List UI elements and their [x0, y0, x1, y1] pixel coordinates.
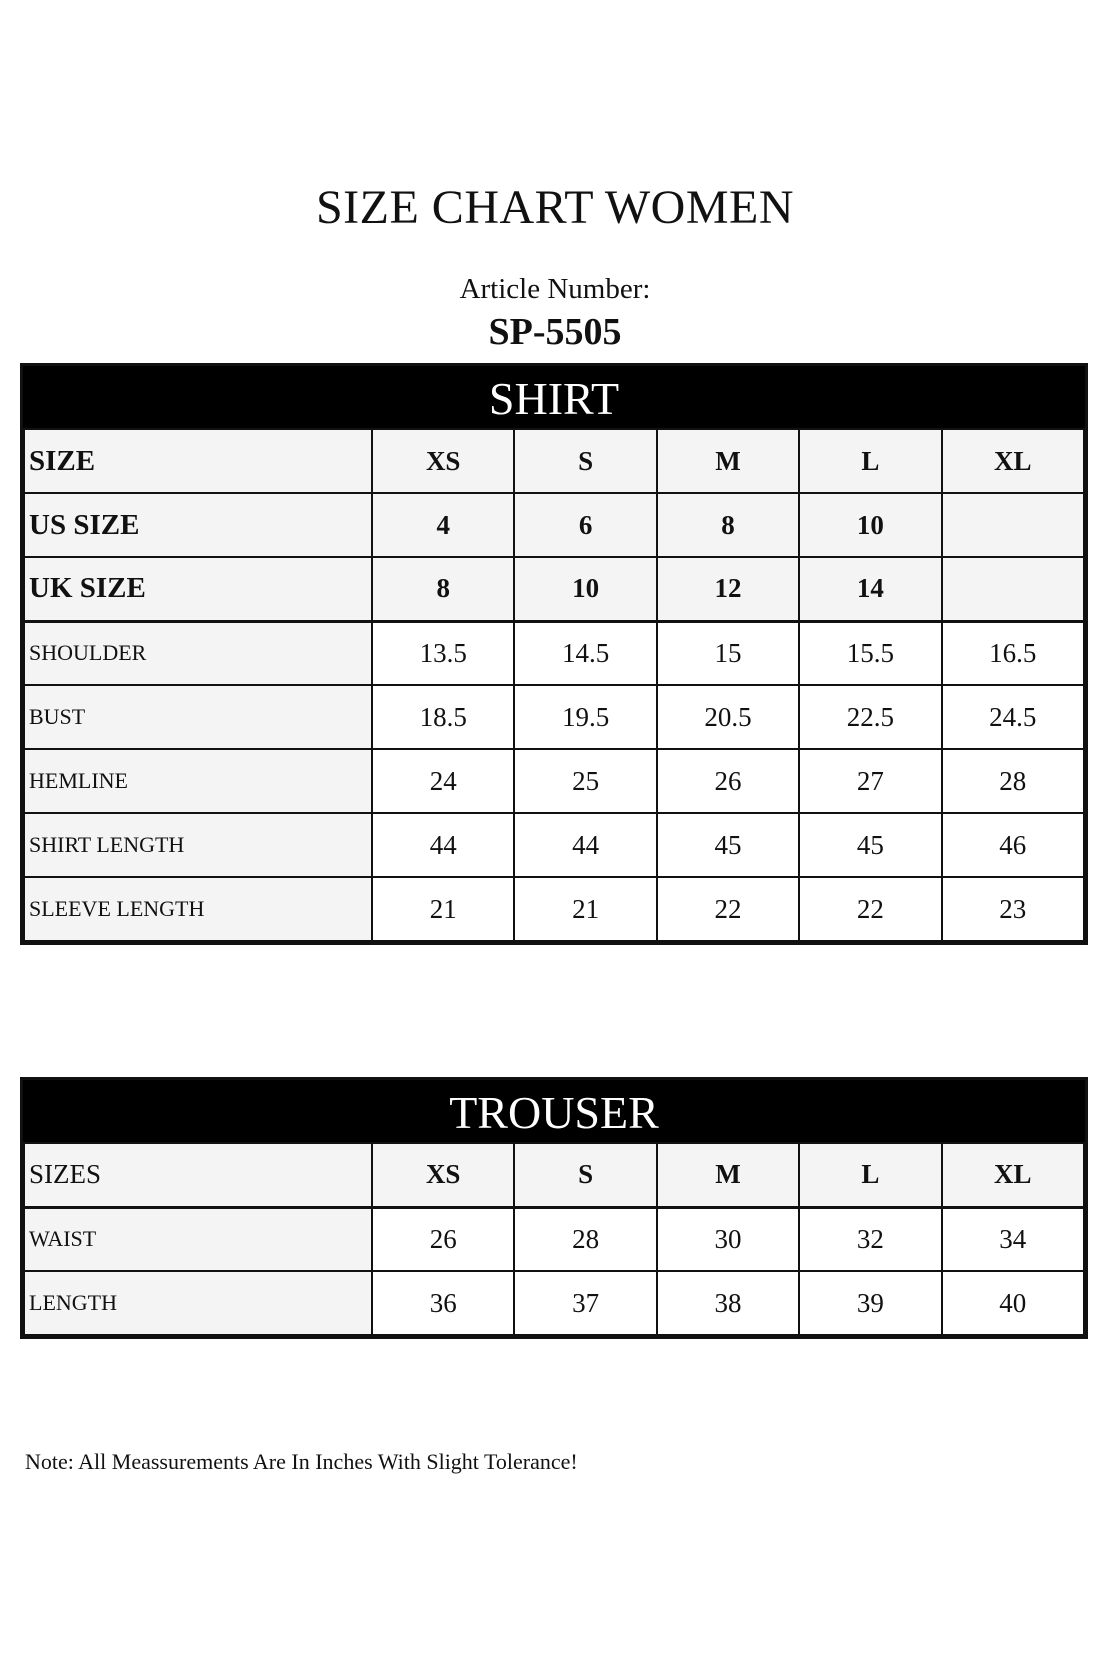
table-cell: 26 [657, 749, 799, 813]
column-header: SIZES [24, 1143, 372, 1207]
table-cell: 45 [799, 813, 941, 877]
column-header: S [514, 429, 656, 493]
table-cell: 37 [514, 1271, 656, 1335]
table-row [24, 557, 1084, 621]
table-cell: 25 [514, 749, 656, 813]
table-row [24, 685, 1084, 749]
table-row [24, 749, 1084, 813]
table-cell: 6 [514, 493, 656, 557]
table-cell: 14 [799, 557, 941, 621]
table-cell: 22 [657, 877, 799, 941]
table-cell: 32 [799, 1207, 941, 1271]
table-cell: 23 [942, 877, 1084, 941]
table-cell: 19.5 [514, 685, 656, 749]
table-cell [942, 493, 1084, 557]
table-row [24, 1207, 1084, 1271]
table-cell: 8 [657, 493, 799, 557]
column-header: M [657, 1143, 799, 1207]
table-row [24, 621, 1084, 685]
row-label: SHIRT LENGTH [24, 813, 372, 877]
row-label: US SIZE [24, 493, 372, 557]
column-header: L [799, 1143, 941, 1207]
page-title: SIZE CHART WOMEN [315, 181, 794, 234]
column-header: M [657, 429, 799, 493]
table-cell: 13.5 [372, 621, 514, 685]
shirt-table-heading: SHIRT [23, 366, 1085, 428]
table-cell: 15 [657, 621, 799, 685]
table-cell: 45 [657, 813, 799, 877]
article-number-label: Article Number: [459, 273, 651, 305]
table-row [24, 813, 1084, 877]
table-cell: 16.5 [942, 621, 1084, 685]
column-header: XL [942, 1143, 1084, 1207]
table-cell: 22.5 [799, 685, 941, 749]
row-label: SHOULDER [24, 621, 372, 685]
row-label: BUST [24, 685, 372, 749]
column-header: SIZE [24, 429, 372, 493]
table-cell: 21 [514, 877, 656, 941]
column-header: L [799, 429, 941, 493]
table-cell: 44 [372, 813, 514, 877]
column-header: S [514, 1143, 656, 1207]
table-cell: 30 [657, 1207, 799, 1271]
table-cell: 46 [942, 813, 1084, 877]
table-cell: 8 [372, 557, 514, 621]
table-cell: 4 [372, 493, 514, 557]
table-cell: 40 [942, 1271, 1084, 1335]
article-number: SP-5505 [488, 311, 622, 353]
column-header: XS [372, 429, 514, 493]
table-cell: 10 [799, 493, 941, 557]
table-cell: 18.5 [372, 685, 514, 749]
measurement-note: Note: All Meassurements Are In Inches With Slight Tolerance! [25, 1449, 578, 1474]
table-cell [942, 557, 1084, 621]
table-cell: 39 [799, 1271, 941, 1335]
table-row [24, 877, 1084, 941]
row-label: UK SIZE [24, 557, 372, 621]
column-header: XS [372, 1143, 514, 1207]
trouser-size-table [20, 1077, 1088, 1339]
shirt-table-grid [23, 428, 1085, 942]
table-cell: 26 [372, 1207, 514, 1271]
table-cell: 44 [514, 813, 656, 877]
trouser-table-heading: TROUSER [23, 1080, 1085, 1142]
row-label: LENGTH [24, 1271, 372, 1335]
table-cell: 15.5 [799, 621, 941, 685]
table-cell: 28 [514, 1207, 656, 1271]
table-cell: 14.5 [514, 621, 656, 685]
table-cell: 22 [799, 877, 941, 941]
table-header-row [24, 429, 1084, 493]
table-row [24, 493, 1084, 557]
table-cell: 38 [657, 1271, 799, 1335]
row-label: SLEEVE LENGTH [24, 877, 372, 941]
table-cell: 34 [942, 1207, 1084, 1271]
row-label: WAIST [24, 1207, 372, 1271]
table-cell: 10 [514, 557, 656, 621]
table-cell: 36 [372, 1271, 514, 1335]
column-header: XL [942, 429, 1084, 493]
table-cell: 20.5 [657, 685, 799, 749]
table-cell: 28 [942, 749, 1084, 813]
shirt-size-table [20, 363, 1088, 945]
table-header-row [24, 1143, 1084, 1207]
table-cell: 24.5 [942, 685, 1084, 749]
row-label: HEMLINE [24, 749, 372, 813]
table-cell: 27 [799, 749, 941, 813]
table-cell: 21 [372, 877, 514, 941]
trouser-table-grid [23, 1142, 1085, 1336]
table-cell: 24 [372, 749, 514, 813]
table-row [24, 1271, 1084, 1335]
table-cell: 12 [657, 557, 799, 621]
